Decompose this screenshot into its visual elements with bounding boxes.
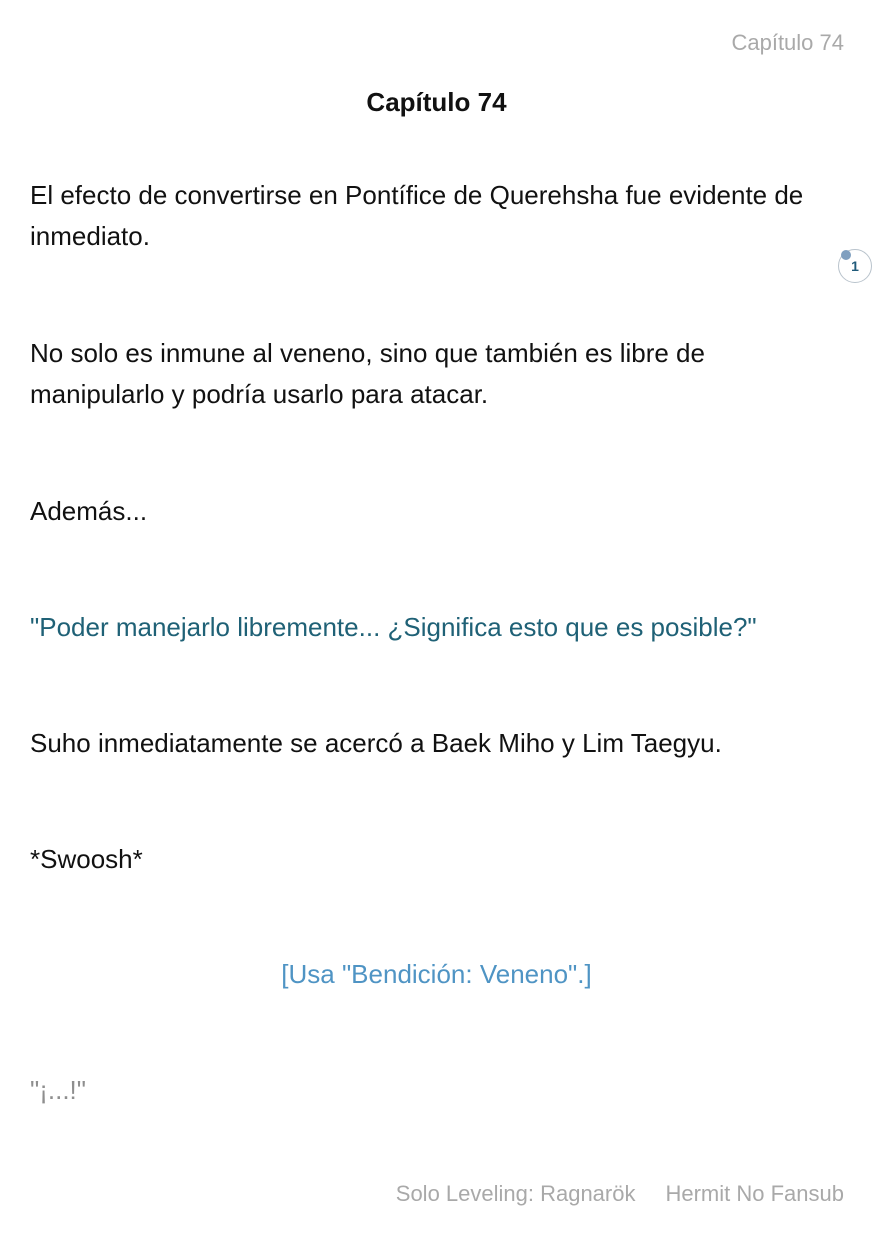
annotation-badge[interactable]: 1 <box>838 249 872 283</box>
running-header: Capítulo 74 <box>731 30 844 55</box>
annotation-dot-icon <box>841 250 851 260</box>
paragraph: Además... <box>30 496 148 526</box>
sound-effect: *Swoosh* <box>30 844 143 874</box>
page-footer <box>396 1181 844 1207</box>
book-title: Solo Leveling: Ragnarök <box>395 1181 636 1206</box>
system-message: [Usa "Bendición: Veneno".] <box>281 959 592 989</box>
paragraph: No solo es inmune al veneno, sino que también es libre de manipularlo y podría usarlo para atacar. <box>30 338 705 409</box>
exclamation-line: "¡...!" <box>30 1075 87 1105</box>
translator-group: Hermit No Fansub <box>665 1181 844 1206</box>
chapter-title: Capítulo 74 <box>366 87 507 117</box>
dialogue-line: "Poder manejarlo libremente... ¿Significa esto que es posible?" <box>30 612 757 642</box>
paragraph: Suho inmediatamente se acercó a Baek Miho y Lim Taegyu. <box>30 728 722 758</box>
paragraph: El efecto de convertirse en Pontífice de Querehsha fue evidente de inmediato. <box>30 180 804 251</box>
